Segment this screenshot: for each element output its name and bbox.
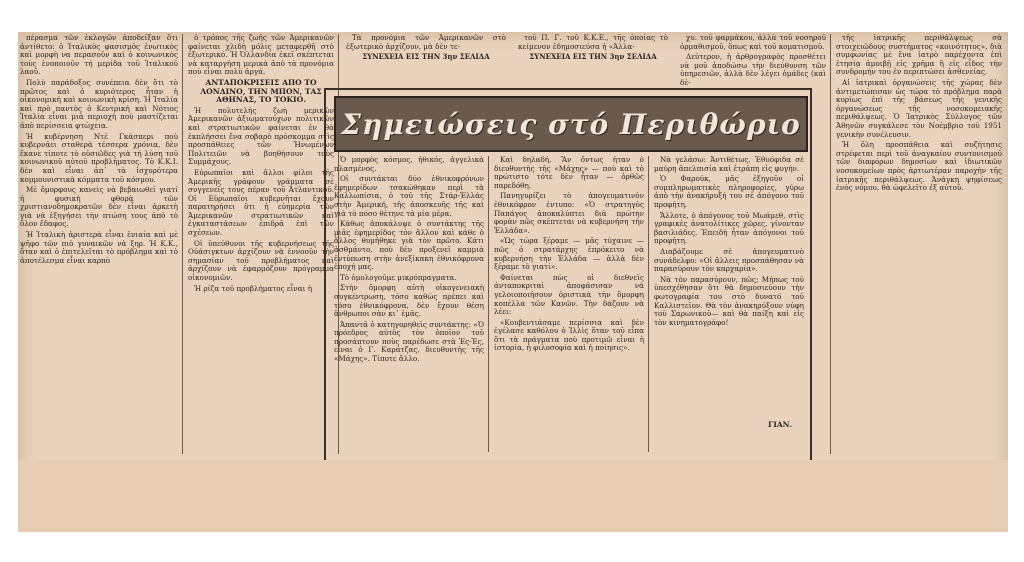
feature-paragraph: Νὰ γελάσω: Ἀντιθέτως. Ἐθυόφιδα σὲ μαύρη ἀπελπισία καὶ ἐτράπη εἰς φυγήν. (654, 156, 804, 173)
col2-paragraph: Ἡ πολυτελὴς ζωὴ μερικῶν Ἀμερικανῶν ἀξιωματούχων πολιτικῶν καὶ στρατιωτικῶν φαίνεται ἐν θὰ ἐκπλήσσει ἕνα σοβαρὸ πρόσκομμα στὶς προσπάθειες τῶν Ἡνωμένων Πολιτειῶν νὰ βοηθήσουν τοὺς Συμμάχους. (188, 105, 334, 167)
feature-paragraph: «Κουβεντιάσαμε περίσσια καὶ δὲν ἐγέλασε καθόλου ὁ Ἰλλὶς ὅταν τοῦ εἶπα ὅτι τὰ πράγματα ποὺ προτιμῶ εἶναι ἡ ἱστορία, ἡ φιλοσοφία καὶ ἡ ποίησις». (494, 317, 644, 353)
top-strip-left-text: Τὰ προνόμια τῶν Ἀμερικανῶν στὸ ἐξωτερικὸ ἀρχίζουν, μὰ δὲν τε- (346, 34, 506, 51)
col2-paragraph: Οἱ ὑπεύθυνοι τῆς κυβερνήσεως τῆς Οὐάσιγκτων ἀρχίζουν νὰ ἐννοοῦν τὴν σημασίαν τοῦ προβλήματος καὶ ἀρχίζουν νὰ ἐφαρμόζουν πρόγραμμα οἰκονομιῶν. (188, 238, 334, 283)
feature-paragraph: Ὁ μορφὸς κόσμος, ἠθικός, ἀγγελικὰ πλασμένος. (334, 156, 484, 173)
feature-paragraph: Οἱ συντάκται δύο ἐθνικοφρόνων ἐφημερίδων τσακώθηκαν περὶ τὰ Καλλωπίσια, ὁ τοῦ τῆς Στάρ-Ἑλλάς στὴν Ἀμερική, τῆς ἀποσκευῆς τῆς καὶ γιὰ τὸ πόσο θέτηνε τὰ μία μέρα. (334, 174, 484, 218)
column-left (20, 34, 178, 454)
feature-paragraph: Ὁ Φαρούκ, μᾶς ἐξηγοῦν οἱ συμπληρωματικὲς πληροφορίες, γύρω ἀπὸ τὴν ἀνακήρυξή του σὲ ἀπόγονο τοῦ προφήτη. (654, 174, 804, 209)
col1-paragraph: Πολὺ παράδοξος συνέπεια δὲν ὅτι τὸ πρῶτος καὶ ὁ κυριότερος ἦταν ἡ οἰκονομική καὶ κοινωνικὴ κρίση. Ἡ Ἰταλία καὶ πρὸ παντὸς ὁ Κεντρικὴ καὶ Νότιος Ἰταλία εἶναι μιὰ περιοχὴ ποὺ μαστίζεται ἀπὸ περίσσεια φτώχεια. (20, 77, 178, 130)
col1-paragraph: πέρασμα τῶν ἐκλογῶν ἀποδείξαν ὅτι ἀντίθετο: ὁ Ἰταλικὸς φασισμὸς ἐνωτικὸς καὶ μορφὴ να περασοῦν καὶ ὁ κοινωνικὸς τοὺς ἑνοποιοῦν τή μερίδα τοῦ Ἰταλικοῦ λαοῦ. (20, 34, 178, 77)
feature-paragraph: Τὸ ὁμολογοῦμε μικρόπραγματα. (340, 272, 457, 282)
top-strip-right-text: τοῦ Π. Γ. τοῦ Κ.Κ.Ε., τῆς ὁποίας τὸ κείμενον ἐδημοσιεύσα ἡ «Ἀλλα- (518, 34, 668, 51)
feature-paragraph: Ἄλλοτε, ὁ ἀπόγονος τοῦ Μωάμεθ, στὶς γραφικὲς ἀνατολίτικες χῶρες, γίνονταν βασιλιάδες. Ἐπειδὴ ἦταν ἀπόγονοι τοῦ προφήτη. (654, 210, 804, 246)
feature-column-c (654, 156, 804, 452)
column-divider (488, 156, 489, 452)
feature-paragraph: Διαβάζουμε σὲ ἀπογευματινὸ συνάδελφο: «Οἱ ἄλλεις προσπάθησαν νὰ παρασύρουν τὸν καρχαρία». (654, 246, 804, 274)
feature-banner (334, 96, 808, 152)
continuation-note: ΣΥΝΕΧΕΙΑ ΕΙΣ ΤΗΝ 3ην ΣΕΛΙΔΑ (529, 52, 657, 62)
feature-paragraph: Στὴν ὄμορφη αὐτὴ οἰκογενειακὴ συγκέντρωση, τόσο καθὼς πρέπει καὶ τόσο ἐθνικόφρονα, δὲν ἔχουν θέση ἄνθρωποι σὰν κι᾽ ἐμᾶς. (334, 283, 484, 319)
col1-paragraph: Ἡ κυβέρνηση Ντὲ Γκάσπερι ποὺ κυβερνᾶει σταθερὰ τέσσερα χρόνια, δὲν ἔκανε τίποτε τὸ οὐσιῶδες γιὰ τὴ λύση τοῦ κοινωνικοῦ αὐτοῦ προβλήματος. Τὸ Κ.Κ.Ι. δὲν καὶ εἶναι ἀπ᾽ τὰ ἰσχυρότερα κομμουνιστικὰ κόμματα τοῦ κόσμου. (20, 131, 178, 184)
feature-paragraph: Ἀπαντᾶ ὁ κατηγορηθεὶς συντάκτης: «Ὁ πρόεδρος αὐτὸς τὸν ὁποῖον τοῦ προσάπτουν ποὺς παρέδωσε στὰ Ἐς-Ἐς, εἶναι ὁ Γ. Καράτζας, διευθυντὴς τῆς «Μάχης». Τίποτε ἄλλο. (334, 319, 484, 364)
far-right-paragraph: Ἡ ὅλη προσπάθεια καὶ συζήτησις στρέφεται περὶ τοῦ ἀναγκαίου συντονισμοῦ τῶν διαφόρων δημοσίων καὶ ἰδιωτικῶν νοσοκομείων πρὸς ἀρτιωτέραν παροχὴν τῆς ἰατρικῆς περιθάλψεως. Ἀνάγκη ψηφίσεως ἑνὸς νόμου, θὰ ὠφελεῖτο ἐξ αὐτοῦ. (836, 140, 1002, 193)
right-paragraph: Δεύτερον, ἡ ἀρθρογραφὸς προσθέτει νὰ μοῦ ἀποδώσω τὴν διεύθυνση τῶν ὑπηρεσιῶν, ἀλλὰ δὲν λέγει ὁμάδες (καὶ δὲ- (680, 52, 826, 87)
right-paragraph: χυ. τοῦ φαρμάκου, ἀλλὰ τοῦ νοσηροῦ ὀρμαθισμοῦ, ὅπως καὶ τοῦ κοματισμοῦ. (680, 34, 826, 51)
feature-title: Σημειώσεις στό Περιθώριο (341, 107, 801, 141)
col2-paragraph: Εὐρωπαῖοι καὶ ἄλλοι φίλοι τῆς Ἀμερικῆς γράφουν γράμματα σὲ συγγενεῖς τους πέραν τοῦ Ἀτλαντικοῦ. Οἱ Εὐρωπαῖοι κυβερνῆται ἔχουν παρατηρήσει ὅτι ἡ εὐημερία τῶν Ἀμερικανῶν στρατιωτικῶν καὶ ἐγκαταστάσεων ἐπιδρᾶ ἐπὶ τῶν σχέσεων. (188, 167, 334, 238)
col2-paragraph: Ἡ ρίζα τοῦ προβλήματος εἶναι ἡ (194, 283, 313, 293)
continuation-note: ΣΥΝΕΧΕΙΑ ΕΙΣ ΤΗΝ 3ην ΣΕΛΙΔΑ (362, 52, 490, 62)
col2-heading: ΑΝΤΑΠΟΚΡΙΣΕΙΣ ΑΠΟ ΤΟ ΛΟΝΔΙΝΟ, ΤΗΝ ΜΠΟΝ, ΤΑΣ ΑΘΗΝΑΣ, ΤΟ ΤΟΚΙΟ. (200, 77, 322, 105)
feature-column-a (334, 156, 484, 456)
column-divider (182, 34, 183, 454)
author-signature: ΓΙΑΝ. (768, 420, 793, 429)
feature-column-b (494, 156, 644, 456)
blank-margin (18, 460, 1008, 532)
far-right-paragraph: Αἱ ἰατρικαὶ ὀργανώσεις τῆς χώρας δὲν ἀντιμετώπισαν ὡς τώρα τὸ πρόβλημα παρὰ κυρίως ἐπὶ τῆς βάσεως τῆς γενικῆς ὀργανώσεως τῆς νοσοκομειακῆς περιθάλψεως. Ὁ Ἰατρικὸς Σύλλογος τῶν Ἀθηνῶν συγκάλεσε τὸν Νοέμβριο τοῦ 1951 γενικὴν συνέλευσιν. (836, 77, 1002, 139)
top-strip-right (518, 34, 668, 84)
column-far-right (836, 34, 1002, 454)
feature-paragraph: Νὰ τὸν παρασύρουν, πῶς; Μήπως τοῦ ὑπεσχέθησαν ὅτι θὰ δημοσιεύουν τὴν φωτογραφία του στὸ δυνατό τοῦ Καλλιστεῖον. Θὰ τὸν ἀνακηρύξουν νύφη τοῦ Σαρωνικοῦ— καὶ θὰ παίξη καὶ εἰς τὸν κινηματογράφο! (654, 274, 804, 327)
feature-paragraph: Πανηγυρίζει τὸ ἀπογευματινὸν ἐθνικόφρον ἐντυπο: «Ὁ στρατηγὸς Παπάγος ἀποκαλύπτει διὰ πρώτην φορὰν πῶς σκέπτεται νὰ κυβερνήση τὴν Ἑλλάδα». (494, 191, 644, 235)
feature-paragraph: Καὶ δηλαδή. Ἂν ὄντως ἦταν ὁ διευθυντὴς τῆς «Μάχης» — ποὺ καὶ τὸ πρώτιστο τότε δὲν ἦταν — ὁρθῶς παρεδόθη. (494, 156, 644, 190)
col1-paragraph: Ἡ Ἰταλικὴ ἀριστερὰ εἶναι ἑνιαία καὶ μὲ ψῆφο τῶν πιὸ γυναικῶν νὰ ξηρ. Ἡ Κ.Κ., ὅταν καὶ ὁ ἐπιτελεῖται τὸ πρόβλημα καὶ τὸ ἀποτέλεσμα εἶναι καρπὸ (20, 230, 178, 265)
column-divider (830, 34, 831, 454)
column-divider (648, 156, 649, 452)
feature-paragraph: Κάθως ἀποκάλυψε ὁ συντάκτης τῆς μιᾶς ἐφημερίδος τὸν ἄλλον καὶ κάθε ὁ ἄλλος θυμήθηκε γιὰ τὸν πρῶτο. Κάτι ἀσθμάντο, ποὺ δὲν προξενεῖ καμμιὰ ἐντύπωση στὴν ἀνεξίκακη ἐθνικόφρονα ἐποχή μας. (334, 219, 484, 272)
newspaper-clipping (18, 32, 1008, 532)
column-second (188, 34, 334, 454)
col1-paragraph: Μὲ ὅμορφους κανεὶς νὰ βεβαιωθεῖ γιατί ἡ φυσικὴ φθορὰ τῶν χριστιανοδημοκρατῶν δὲν εἶναι ἀρκετὴ γιὰ νὰ ἐξηγήσει τὴν πτώση τους ἀπὸ τὸ ὅλον ἔδαφος. (20, 185, 178, 229)
column-right (680, 34, 826, 88)
feature-paragraph: «Ὡς τώρα ξέραμε — μᾶς τύχαινε — πῶς ὁ στρατάρχης ἐπρόκειτο νὰ κυβερνήση τὴν Ἑλλάδα — ἀλλὰ δὲν ξέραμε τὸ γιατί». (494, 236, 644, 272)
top-strip-left (346, 34, 506, 84)
col2-paragraph: ὁ τρόπος τῆς ζωῆς τῶν Ἀμερικανῶν φαίνεται χλιδὴ μόλις μεταφερθῆ στὸ ἐξωτερικό. Ἡ Ὀλλανδία ἐκεῖ σκέπτεται νὰ καταργήση μερικὰ ἀπὸ τὰ προνόμια ποὺ εἶναι πολὺ ἀργά. (188, 34, 334, 77)
feature-paragraph: Φαίνεται πὼς οἱ διεθνεῖς ἀνταποκριταὶ ἀποφάσισαν νὰ γελοιοποιήσουν ὁριστικὰ τὴν ὄμορφη κοπέλλα τῶν Κανῶν. Τὴν δάζουν νὰ λέει: (494, 272, 644, 317)
far-right-paragraph: τῆς ἰατρικῆς περιθάλψεως σὰ στοιχειῶδους συστήματος «κοινότητος», διὰ συμφωνίας μὲ ἕνα ἰατρὸ παρέχοντα ἐπὶ ἐτησίᾳ ἀμοιβῇ εἰς χρῆμα ἢ εἰς εἶδος τὴν συνδρομὴν του ἐν περιπτώσει ἀσθενείας. (836, 34, 1002, 77)
